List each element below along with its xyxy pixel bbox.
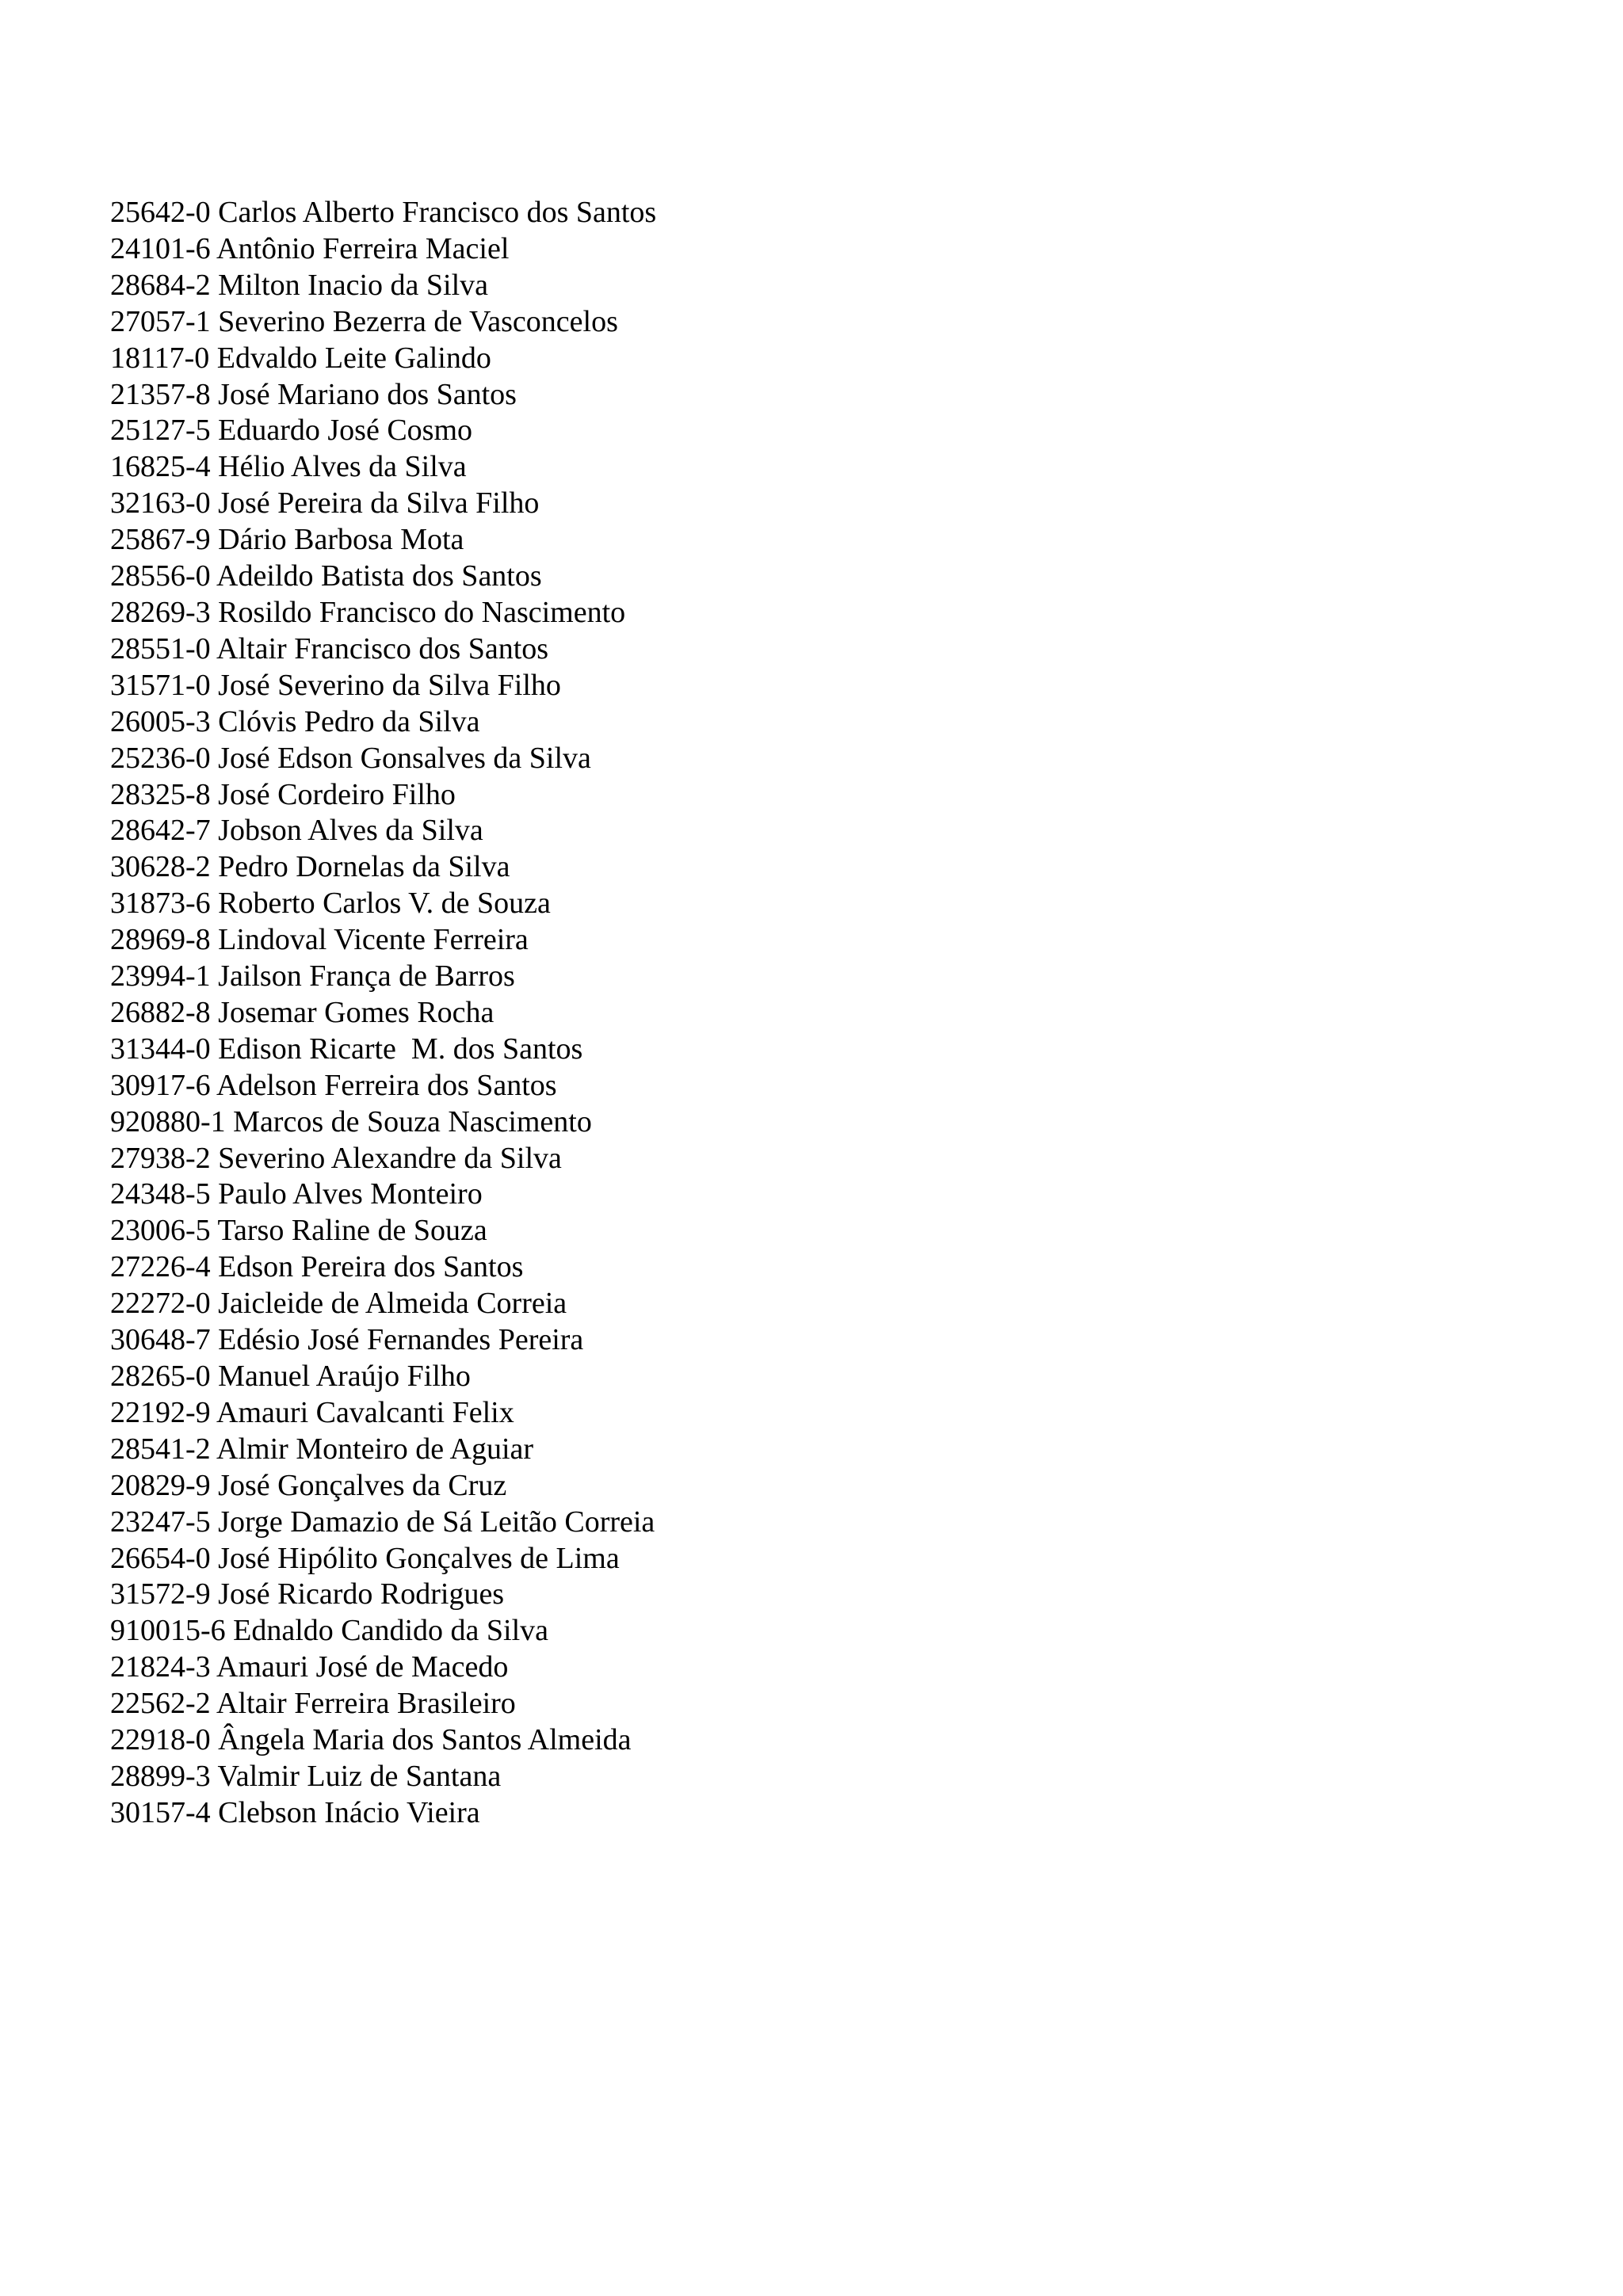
list-item: 22918-0 Ângela Maria dos Santos Almeida <box>110 1723 632 1757</box>
list-item: 24348-5 Paulo Alves Monteiro <box>110 1177 483 1211</box>
list-item: 27938-2 Severino Alexandre da Silva <box>110 1141 562 1175</box>
list-item: 28969-8 Lindoval Vicente Ferreira <box>110 923 529 957</box>
list-item: 31344-0 Edison Ricarte M. dos Santos <box>110 1032 583 1066</box>
list-item: 31572-9 José Ricardo Rodrigues <box>110 1577 505 1611</box>
list-item: 18117-0 Edvaldo Leite Galindo <box>110 341 491 375</box>
list-item: 22562-2 Altair Ferreira Brasileiro <box>110 1687 516 1721</box>
list-item: 23006-5 Tarso Raline de Souza <box>110 1214 487 1248</box>
list-item: 25127-5 Eduardo José Cosmo <box>110 414 473 448</box>
list-item: 26882-8 Josemar Gomes Rocha <box>110 995 495 1029</box>
list-item: 28684-2 Milton Inacio da Silva <box>110 268 489 302</box>
list-item: 28551-0 Altair Francisco dos Santos <box>110 631 549 666</box>
list-item: 20829-9 José Gonçalves da Cruz <box>110 1468 507 1502</box>
list-item: 25867-9 Dário Barbosa Mota <box>110 523 464 557</box>
list-item: 28642-7 Jobson Alves da Silva <box>110 814 483 848</box>
list-item: 910015-6 Ednaldo Candido da Silva <box>110 1614 549 1648</box>
list-item: 28899-3 Valmir Luiz de Santana <box>110 1759 502 1793</box>
list-item: 24101-6 Antônio Ferreira Maciel <box>110 231 510 265</box>
list-item: 28556-0 Adeildo Batista dos Santos <box>110 559 542 593</box>
list-item: 25642-0 Carlos Alberto Francisco dos Santos <box>110 196 657 229</box>
list-item: 27226-4 Edson Pereira dos Santos <box>110 1250 524 1284</box>
list-item: 920880-1 Marcos de Souza Nascimento <box>110 1104 592 1138</box>
list-item: 21824-3 Amauri José de Macedo <box>110 1650 509 1684</box>
list-item: 27057-1 Severino Bezerra de Vasconcelos <box>110 304 618 338</box>
list-item: 21357-8 José Mariano dos Santos <box>110 377 517 411</box>
list-item: 26654-0 José Hipólito Gonçalves de Lima <box>110 1541 620 1575</box>
list-item: 30157-4 Clebson Inácio Vieira <box>110 1795 480 1829</box>
list-item: 23247-5 Jorge Damazio de Sá Leitão Correia <box>110 1505 655 1539</box>
list-item: 23994-1 Jailson França de Barros <box>110 959 515 994</box>
list-item: 28265-0 Manuel Araújo Filho <box>110 1360 471 1393</box>
list-item: 28269-3 Rosildo Francisco do Nascimento <box>110 595 626 629</box>
list-item: 32163-0 José Pereira da Silva Filho <box>110 486 540 521</box>
list-item: 25236-0 José Edson Gonsalves da Silva <box>110 741 591 775</box>
list-item: 28541-2 Almir Monteiro de Aguiar <box>110 1432 534 1466</box>
list-item: 31873-6 Roberto Carlos V. de Souza <box>110 887 551 921</box>
list-item: 30648-7 Edésio José Fernandes Pereira <box>110 1323 584 1357</box>
list-item: 26005-3 Clóvis Pedro da Silva <box>110 704 480 738</box>
list-item: 31571-0 José Severino da Silva Filho <box>110 668 561 702</box>
registration-list <box>110 195 656 1832</box>
list-item: 16825-4 Hélio Alves da Silva <box>110 450 467 484</box>
list-item: 30917-6 Adelson Ferreira dos Santos <box>110 1068 557 1102</box>
list-item: 22192-9 Amauri Cavalcanti Felix <box>110 1395 514 1429</box>
list-item: 22272-0 Jaicleide de Almeida Correia <box>110 1287 567 1321</box>
list-item: 30628-2 Pedro Dornelas da Silva <box>110 850 510 884</box>
list-item: 28325-8 José Cordeiro Filho <box>110 777 456 811</box>
